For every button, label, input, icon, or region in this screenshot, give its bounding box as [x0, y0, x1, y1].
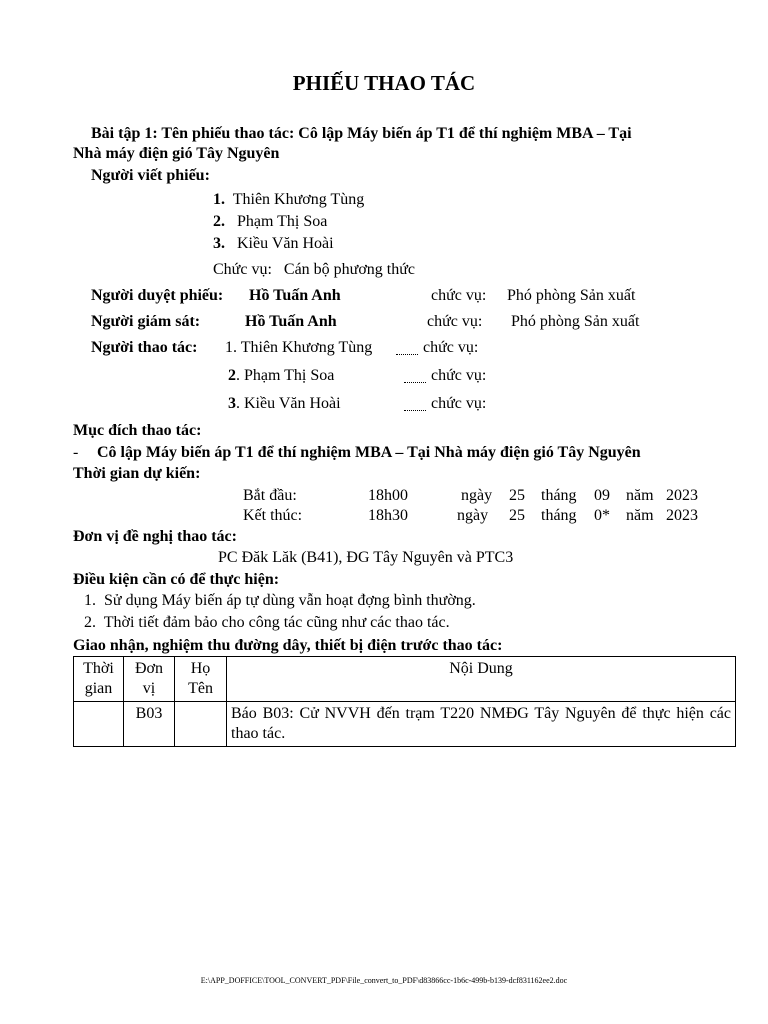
handover-table [73, 656, 736, 747]
writer-number: 3. [213, 235, 225, 252]
requesting-unit-heading: Đơn vị đề nghị thao tác: [73, 528, 237, 545]
schedule-year: 2023 [666, 507, 698, 524]
dotted-leader [404, 372, 426, 383]
condition-text: Thời tiết đảm bảo cho công tác cũng như các thao tác. [103, 614, 450, 631]
schedule-year-label: năm [626, 507, 654, 524]
condition-number: 1. [84, 592, 96, 609]
schedule-end-label: Kết thúc: [243, 507, 303, 524]
dotted-leader [396, 344, 418, 355]
table-header-row [74, 657, 736, 702]
table-row [74, 702, 736, 747]
writer-number: 1. [213, 191, 225, 208]
dotted-leader [404, 400, 426, 411]
cell-time [74, 702, 124, 747]
page-title: PHIẾU THAO TÁC [292, 71, 476, 95]
conditions-heading: Điều kiện cần có để thực hiện: [73, 571, 280, 588]
schedule-start-label: Bắt đầu: [243, 487, 297, 504]
supervisor-label: Người giám sát: [91, 313, 201, 330]
exercise-line-2: Nhà máy điện gió Tây Nguyên [73, 145, 280, 162]
condition-text: Sử dụng Máy biến áp tự dùng vẫn hoạt đợng bình thường. [104, 592, 476, 609]
writer-name: Phạm Thị Soa [237, 213, 328, 230]
purpose-dash: - [73, 444, 79, 461]
writers-position [213, 260, 415, 280]
writer-name: Kiều Văn Hoài [237, 235, 334, 252]
operator-number: 1. [225, 339, 237, 356]
operator-name: Thiên Khương Tùng [240, 339, 373, 356]
purpose-heading: Mục đích thao tác: [73, 422, 202, 439]
schedule-day: 25 [509, 507, 525, 524]
header-name: Họ Tên [175, 657, 227, 702]
supervisor-name: Hồ Tuấn Anh [245, 313, 337, 330]
condition-item [84, 591, 476, 611]
operator-item [228, 366, 334, 386]
writer-item [213, 234, 334, 254]
file-path-footer: E:\APP_DOFFICE\TOOL_CONVERT_PDF\File_convert_to_PDF\d83866cc-1b6c-499b-b139-dcf831162ee2.doc [200, 976, 568, 985]
writer-item [213, 190, 364, 210]
operator-name: . Phạm Thị Soa [236, 367, 335, 384]
operators-label: Người thao tác: [91, 339, 198, 356]
operator-item [225, 338, 372, 358]
operator-number: 2 [228, 367, 236, 384]
schedule-year: 2023 [666, 487, 698, 504]
cell-unit: B03 [124, 702, 175, 747]
supervisor-position-value: Phó phòng Sản xuất [511, 313, 640, 330]
header-time: Thời gian [74, 657, 124, 702]
approver-position-value: Phó phòng Sản xuất [507, 287, 636, 304]
schedule-month: 09 [594, 487, 610, 504]
operator-position-label: chức vụ: [431, 367, 487, 384]
requesting-unit-value: PC Đăk Lăk (B41), ĐG Tây Nguyên và PTC3 [218, 549, 514, 566]
operator-number: 3 [228, 395, 236, 412]
approver-label: Người duyệt phiếu: [91, 287, 224, 304]
position-value: Cán bộ phương thức [283, 261, 416, 278]
schedule-year-label: năm [626, 487, 654, 504]
schedule-day-label: ngày [457, 507, 489, 524]
writer-name: Thiên Khương Tùng [232, 191, 365, 208]
operator-name: . Kiều Văn Hoài [236, 395, 341, 412]
schedule-start-time: 18h00 [368, 487, 408, 504]
purpose-text: Cô lập Máy biến áp T1 để thí nghiệm MBA – Tại Nhà máy điện gió Tây Nguyên [97, 444, 641, 461]
schedule-month-label: tháng [541, 507, 577, 524]
approver-name: Hồ Tuấn Anh [249, 287, 341, 304]
operator-position-label: chức vụ: [431, 395, 487, 412]
schedule-end-time: 18h30 [368, 507, 408, 524]
operator-item [228, 394, 341, 414]
supervisor-position-label: chức vụ: [427, 313, 483, 330]
approver-position-label: chức vụ: [431, 287, 487, 304]
schedule-month-label: tháng [541, 487, 577, 504]
schedule-day-label: ngày [461, 487, 493, 504]
header-unit: Đơn vị [124, 657, 175, 702]
condition-item [84, 613, 450, 633]
cell-name [175, 702, 227, 747]
schedule-month: 0* [594, 507, 610, 524]
header-content: Nội Dung [227, 657, 736, 702]
operator-position-label: chức vụ: [423, 339, 479, 356]
writer-number: 2. [213, 213, 225, 230]
cell-content: Báo B03: Cử NVVH đến trạm T220 NMĐG Tây Nguyên để thực hiện các thao tác. [227, 702, 736, 747]
writers-label: Người viết phiếu: [91, 167, 210, 184]
handover-heading: Giao nhận, nghiệm thu đường dây, thiết bị điện trước thao tác: [73, 637, 503, 654]
position-label: Chức vụ: [213, 261, 272, 278]
condition-number: 2. [84, 614, 96, 631]
exercise-line-1: Bài tập 1: Tên phiếu thao tác: Cô lập Máy biến áp T1 để thí nghiệm MBA – Tại [91, 125, 632, 142]
writer-item [213, 212, 327, 232]
schedule-day: 25 [509, 487, 525, 504]
schedule-heading: Thời gian dự kiến: [73, 465, 201, 482]
